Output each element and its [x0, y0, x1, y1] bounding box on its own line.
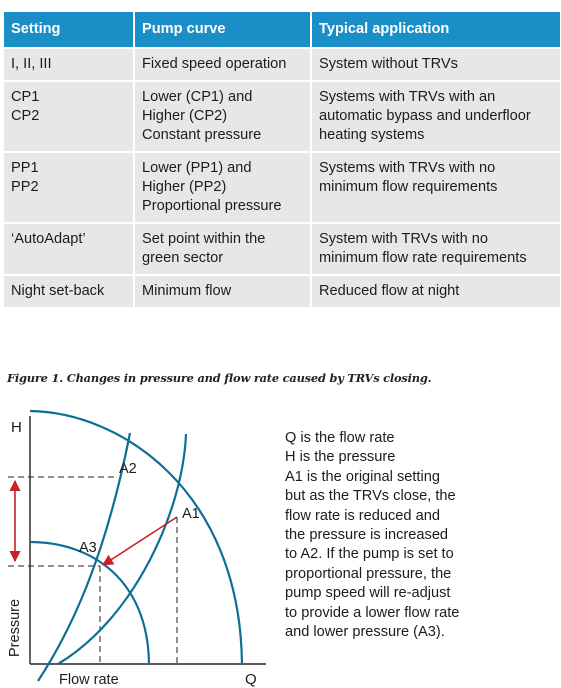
x-axis-label: Flow rate: [59, 672, 119, 688]
cell-text: minimum flow requirements: [319, 179, 498, 195]
cell-pump-curve: [135, 49, 310, 80]
cell-text: Constant pressure: [142, 127, 262, 143]
figure-explanation: [285, 429, 557, 642]
cell-text: green sector: [142, 250, 224, 266]
operating-point-arrow: [103, 517, 177, 565]
cell-text: Higher (PP2): [142, 179, 227, 195]
cell-text: Higher (CP2): [142, 108, 228, 124]
cell-pump-curve: [135, 224, 310, 274]
cell-text: Lower (PP1) and: [142, 160, 252, 176]
cell-text: CP2: [11, 108, 40, 124]
cell-text: Proportional pressure: [142, 198, 282, 214]
cell-setting: [4, 224, 133, 274]
cell-setting: [4, 153, 133, 222]
cell-text: Set point within the: [142, 231, 266, 247]
cell-text: heating systems: [319, 127, 425, 143]
axis-h-label: H: [11, 419, 22, 436]
y-axis-label: Pressure: [7, 598, 23, 657]
cell-text: CP1: [11, 89, 40, 105]
explanation-line: to A2. If the pump is set to: [285, 546, 454, 563]
cell-text: Systems with TRVs with no: [319, 160, 496, 176]
cell-application: [312, 82, 560, 151]
explanation-line: the pressure is increased: [285, 527, 449, 544]
explanation-line: flow rate is reduced and: [285, 507, 440, 524]
cell-application: [312, 49, 560, 80]
explanation-line: and lower pressure (A3).: [285, 624, 445, 641]
cell-pump-curve: [135, 276, 310, 307]
cell-text: Minimum flow: [142, 283, 232, 299]
cell-application: [312, 224, 560, 274]
explanation-line: but as the TRVs close, the: [285, 488, 456, 505]
cell-setting: [4, 49, 133, 80]
cell-pump-curve: [135, 153, 310, 222]
pump-curve-low: [30, 542, 149, 664]
cell-setting: [4, 276, 133, 307]
cell-text: System with TRVs with no: [319, 231, 488, 247]
cell-text: System without TRVs: [319, 56, 458, 72]
cell-text: I, II, III: [11, 56, 52, 72]
explanation-line: Q is the flow rate: [285, 430, 395, 446]
cell-application: [312, 153, 560, 222]
header-setting: Setting: [4, 12, 133, 47]
cell-text: Reduced flow at night: [319, 283, 460, 299]
figure-caption: Figure 1. Changes in pressure and flow rate caused by TRVs closing.: [7, 371, 432, 385]
point-a3-label: A3: [79, 540, 97, 556]
cell-text: PP2: [11, 179, 39, 195]
point-a2-label: A2: [119, 461, 137, 477]
explanation-line: pump speed will re-adjust: [285, 585, 451, 602]
explanation-line: A1 is the original setting: [285, 468, 440, 485]
header-typical-application: Typical application: [312, 12, 560, 47]
cell-text: minimum flow rate requirements: [319, 250, 527, 266]
explanation-line: H is the pressure: [285, 449, 396, 466]
header-pump-curve: Pump curve: [135, 12, 310, 47]
pump-settings-table: [4, 12, 560, 307]
pump-curve-high: [30, 411, 242, 664]
cell-text: Night set-back: [11, 283, 105, 299]
cell-text: ‘AutoAdapt’: [11, 231, 86, 247]
explanation-line: proportional pressure, the: [285, 565, 452, 582]
pump-curve-diagram: [0, 400, 280, 688]
axis-q-label: Q: [245, 671, 257, 688]
cell-text: Systems with TRVs with an: [319, 89, 496, 105]
cell-text: Fixed speed operation: [142, 56, 287, 72]
cell-text: PP1: [11, 160, 39, 176]
cell-pump-curve: [135, 82, 310, 151]
cell-text: automatic bypass and underfloor: [319, 108, 531, 124]
cell-text: Lower (CP1) and: [142, 89, 253, 105]
cell-setting: [4, 82, 133, 151]
cell-application: [312, 276, 560, 307]
point-a1-label: A1: [182, 506, 200, 522]
explanation-line: to provide a lower flow rate: [285, 604, 460, 621]
